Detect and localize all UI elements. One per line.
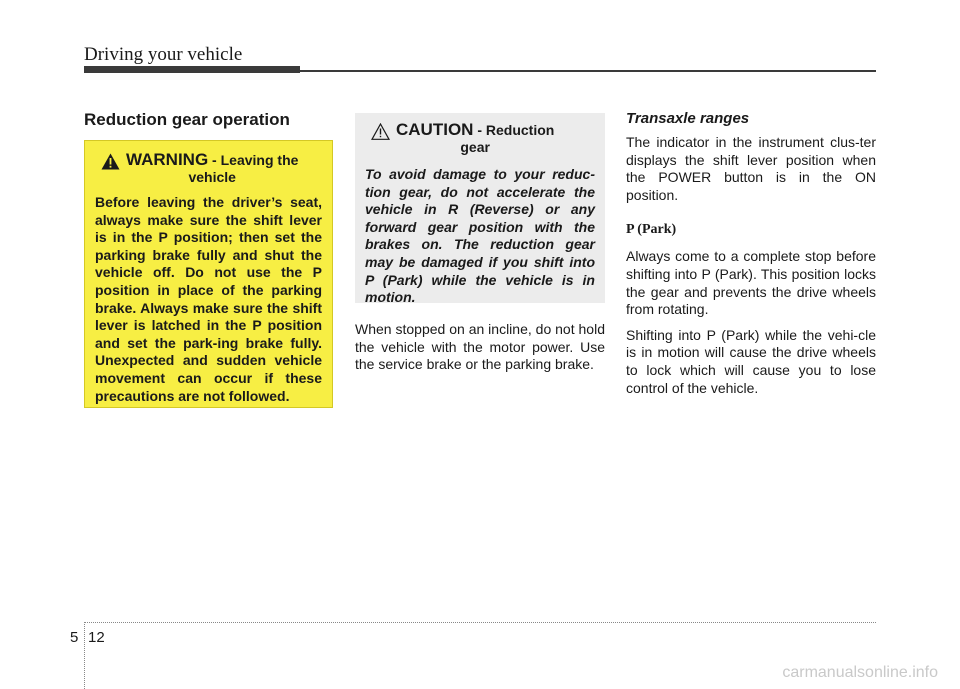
section-title: Reduction gear operation [84, 110, 290, 129]
header-rule-thick [84, 66, 300, 73]
caution-heading-subtitle: - Reduction [473, 122, 555, 138]
incline-paragraph: When stopped on an incline, do not hold the vehicle with the motor power. Use the service brake or the parking brake. [355, 321, 605, 373]
chapter-number: 5 [70, 629, 79, 646]
caution-heading-subtitle-line2: gear [460, 139, 490, 155]
caution-triangle-icon [371, 123, 390, 140]
footer-rule [84, 622, 876, 623]
page-number: 12 [88, 629, 105, 646]
warning-triangle-icon [101, 153, 120, 170]
caution-box [355, 113, 605, 306]
park-label: P (Park) [626, 222, 677, 238]
header-rule-thin [300, 70, 876, 72]
warning-body: Before leaving the driver’s seat, always make sure the shift lever is in the P position; then set the parking brake fully and shut the vehicle off. Do not use the P position in place of the parking brake. Always make sure the shift lever is latched in the P position and set the park-ing brake fully. Unexpected and sudden vehicle movement can occur if these precautions are not followed. [95, 194, 322, 404]
watermark: carmanualsonline.info [782, 664, 938, 681]
warning-heading [95, 151, 322, 186]
caution-body: To avoid damage to your reduc-tion gear, do not accelerate the vehicle in R (Reverse) or any forward gear position with the brakes on. The reduction gear may be damaged if you shift into P (Park) while the vehicle is in motion. [365, 166, 595, 306]
footer-divider [84, 622, 85, 689]
caution-heading-word: CAUTION [396, 120, 474, 139]
page-header-title: Driving your vehicle [84, 44, 243, 65]
warning-box [84, 140, 333, 408]
caution-heading [365, 121, 595, 156]
park-paragraph-2: Shifting into P (Park) while the vehi-cle is in motion will cause the drive wheels to lock which will cause you to lose control of the vehicle. [626, 326, 876, 396]
transaxle-title: Transaxle ranges [626, 110, 750, 127]
warning-heading-subtitle-line2: vehicle [188, 169, 236, 185]
transaxle-intro: The indicator in the instrument clus-ter displays the shift lever position when the POWER button is in the ON position. [626, 134, 876, 203]
warning-heading-subtitle: - Leaving the [208, 152, 299, 168]
park-paragraph-1: Always come to a complete stop before shifting into P (Park). This position locks the gear and prevents the drive wheels from rotating. [626, 248, 876, 318]
transaxle-section [626, 110, 876, 405]
warning-heading-word: WARNING [126, 150, 209, 169]
